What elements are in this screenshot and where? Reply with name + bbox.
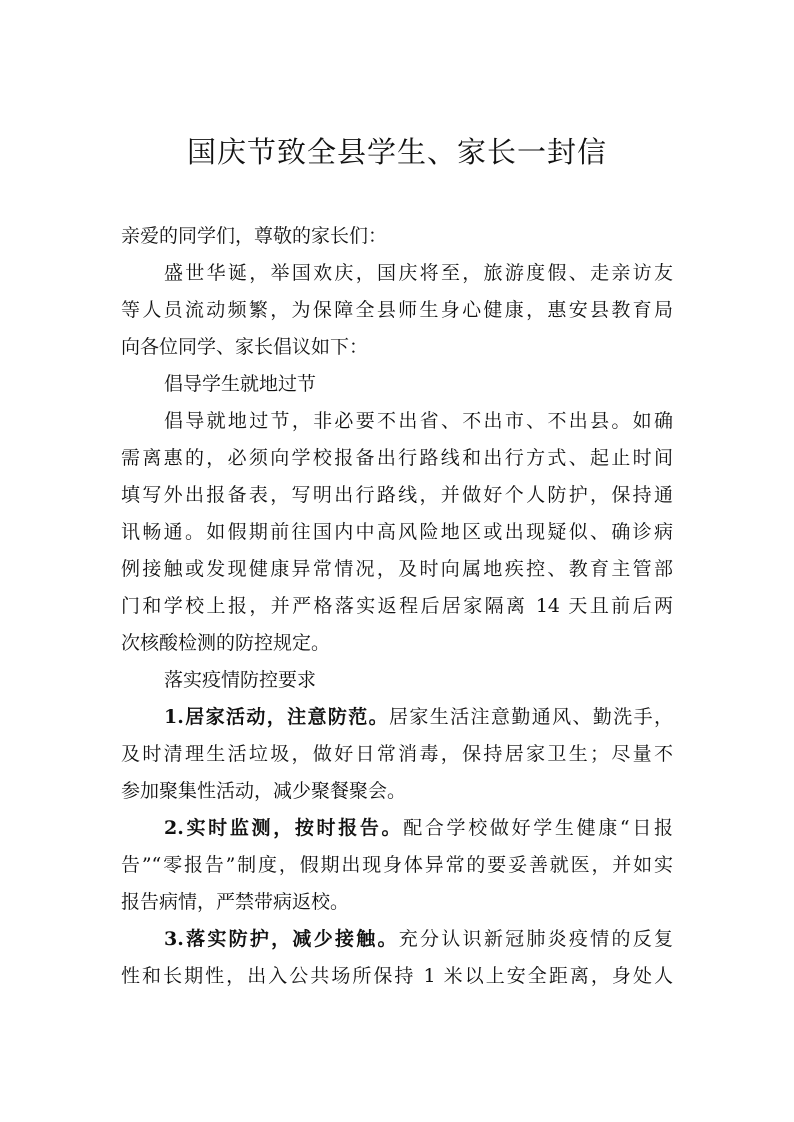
item-1-line-3: 参加聚集性活动，减少聚餐聚会。 [121,780,407,802]
stay-local-line-1: 倡导就地过节，非必要不出省、不出市、不出县。如确 [164,410,673,432]
letter-title: 国庆节致全县学生、家长一封信 [186,135,607,169]
item-1-line-1 [164,700,673,734]
stay-local-line-2: 需离惠的，必须向学校报备出行路线和出行方式、起止时间 [121,447,673,469]
item-2-text: 配合学校做好学生健康“日报 [403,817,673,839]
intro-line-1: 盛世华诞，举国欢庆，国庆将至，旅游度假、走亲访友 [164,262,673,284]
stay-local-line-5: 例接触或发现健康异常情况，及时向属地疾控、教育主管部 [121,558,673,580]
stay-local-line-6: 门和学校上报，并严格落实返程后居家隔离 14 天且前后两 [121,595,673,617]
section-heading-epidemic-control: 落实疫情防控要求 [164,669,317,691]
salutation: 亲爱的同学们，尊敬的家长们： [121,225,388,247]
item-2-line-3: 报告病情，严禁带病返校。 [121,891,350,913]
stay-local-line-4: 讯畅通。如假期前往国内中高风险地区或出现疑似、确诊病 [121,521,673,543]
stay-local-line-3: 填写外出报备表，写明出行路线，并做好个人防护，保持通 [121,484,673,506]
item-3-line-2: 性和长期性，出入公共场所保持 1 米以上安全距离，身处人 [121,965,673,987]
item-1-heading: 1.居家活动，注意防范。 [164,706,390,728]
section-heading-stay-local: 倡导学生就地过节 [164,373,317,395]
item-1-line-2: 及时清理生活垃圾，做好日常消毒，保持居家卫生；尽量不 [121,743,673,765]
stay-local-line-7: 次核酸检测的防控规定。 [121,632,331,654]
item-1-text: 居家生活注意勤通风、勤洗手， [389,706,673,728]
intro-line-2: 等人员流动频繁，为保障全县师生身心健康，惠安县教育局 [121,299,673,321]
item-3-line-1 [164,922,673,956]
item-2-heading: 2.实时监测，按时报告。 [164,817,404,839]
intro-line-3: 向各位同学、家长倡议如下： [121,336,369,358]
item-3-heading: 3.落实防护，减少接触。 [164,928,399,950]
item-3-text: 充分认识新冠肺炎疫情的反复 [398,928,673,950]
item-2-line-1 [164,811,673,845]
item-2-line-2: 告”“零报告”制度，假期出现身体异常的要妥善就医，并如实 [121,854,673,876]
